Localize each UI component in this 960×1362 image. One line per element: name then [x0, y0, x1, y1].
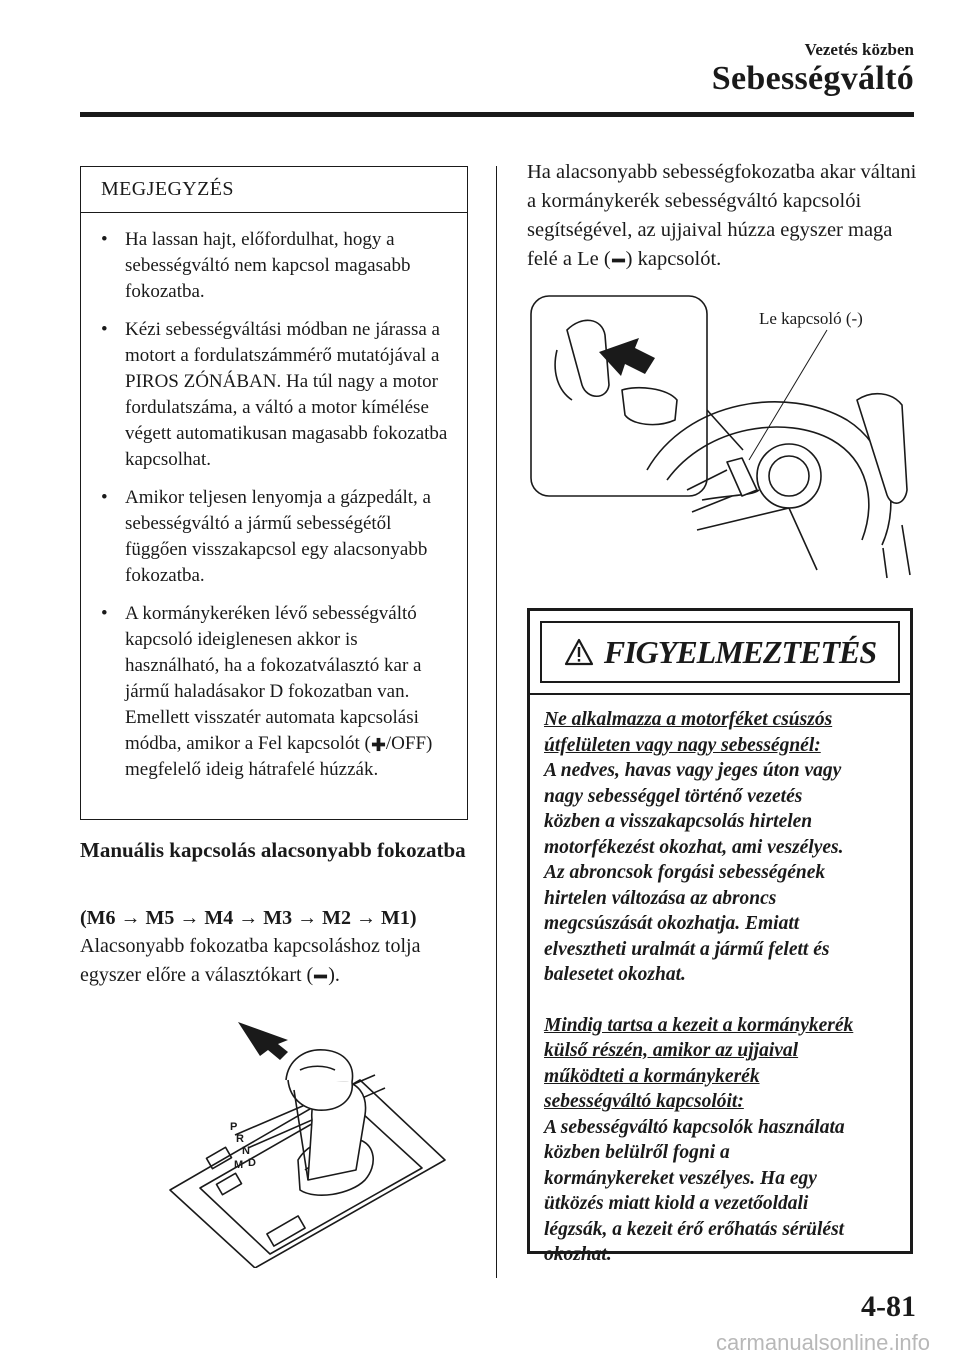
- warning-text-line: megcsúszását okozhatja. Emiatt: [544, 913, 800, 934]
- warning-triangle-icon: [564, 638, 594, 666]
- warning-text-line: közben belülről fogni a: [544, 1142, 730, 1163]
- gear-label: N: [242, 1145, 250, 1157]
- warning-heading-line: útfelületen vagy nagy sebességnél:: [544, 734, 821, 756]
- warning-text-line: ütközés miatt kiold a vezetőoldali: [544, 1193, 809, 1214]
- minus-icon: [611, 253, 626, 268]
- warning-text-line: elvesztheti uralmát a jármű felett és: [544, 938, 830, 960]
- warning-text-line: balesetet okozhat.: [544, 964, 686, 985]
- callout-label: Le kapcsoló (-): [759, 309, 863, 328]
- header-rule: [80, 112, 914, 117]
- note-box: [80, 166, 468, 820]
- warning-text-line: kormánykereket veszélyes. Ha egy: [544, 1167, 817, 1189]
- watermark-text: carmanualsonline.info: [715, 1330, 930, 1355]
- note-item-text: Amikor teljesen lenyomja a gázpedált, a sebességváltó a jármű sebességétől függően visszakapcsol egy alacsonyabb fokozatba.: [125, 487, 431, 586]
- note-item-text: Kézi sebességváltási módban ne járassa a motort a fordulatszámmérő mutatójával a PIROS ZÓNÁBAN. Ha túl nagy a motor fordulatszáma, a váltó a motor kímélése végett automatikusan magasabb fokozatba kapcsolhat.: [125, 319, 448, 470]
- warning-text-line: A nedves, havas vagy jeges úton vagy: [544, 760, 842, 781]
- minus-icon: [313, 969, 328, 984]
- steering-wheel-illustration: [527, 290, 917, 580]
- warning-heading-line: működteti a kormánykerék: [544, 1065, 760, 1087]
- warning-text-line: nagy sebességgel történő vezetés: [544, 785, 803, 807]
- warning-text-line: okozhat.: [544, 1244, 612, 1265]
- warning-box: [527, 608, 913, 1265]
- note-title: MEGJEGYZÉS: [81, 167, 467, 213]
- bullet-icon: •: [101, 487, 108, 508]
- gear-label: P: [230, 1121, 238, 1133]
- warning-body: [530, 695, 910, 1268]
- warning-heading-line: Mindig tartsa a kezeit a kormánykerék: [544, 1014, 854, 1036]
- warning-title: FIGYELMEZTETÉS: [603, 633, 877, 670]
- gear-label: R: [236, 1133, 244, 1145]
- intro-text-part: Ha alacsonyabb sebességfokozatba akar váltani a kormánykerék sebességváltó kapcsolói segítségével, az ujjaival húzza egyszer maga felé a Le (: [527, 161, 917, 270]
- body-text-part: Alacsonyabb fokozatba kapcsoláshoz tolja egyszer előre a választókart (: [80, 935, 421, 986]
- gear-label: D: [248, 1157, 256, 1169]
- note-item-text: [125, 603, 432, 780]
- body-text: [80, 932, 480, 990]
- warning-heading-line: sebességváltó kapcsolóit:: [544, 1091, 744, 1112]
- gear-shifter-illustration: [160, 1020, 450, 1268]
- plus-icon: [371, 737, 386, 752]
- note-item-text: Ha lassan hajt, előfordulhat, hogy a sebességváltó nem kapcsol magasabb fokozatba.: [125, 229, 411, 302]
- warning-heading-line: Ne alkalmazza a motorféket csúszós: [544, 709, 833, 730]
- warning-text-line: légzsák, a kezeit érő erőhatás sérülést: [544, 1218, 845, 1240]
- note-list: [81, 213, 467, 783]
- warning-heading-line: külső részén, amikor az ujjaival: [544, 1040, 799, 1061]
- page-number: 4-81: [861, 1290, 916, 1323]
- warning-text-line: hirtelen változása az abroncs: [544, 887, 777, 909]
- note-item: [101, 317, 453, 473]
- note-item: [101, 485, 453, 589]
- page-title: Sebességváltó: [711, 60, 914, 97]
- note-item: [101, 601, 453, 783]
- note-item: [101, 227, 453, 305]
- intro-text-part: ) kapcsolót.: [625, 248, 722, 270]
- subheading: Manuális kapcsolás alacsonyabb fokozatba: [80, 838, 466, 862]
- section-label: Vezetés közben: [804, 40, 914, 59]
- warning-text-line: közben a visszakapcsolás hirtelen: [544, 811, 813, 832]
- bullet-icon: •: [101, 229, 108, 250]
- warning-text-line: A sebességváltó kapcsolók használata: [544, 1116, 845, 1138]
- gear-label: M: [234, 1159, 244, 1171]
- gear-sequence: (M6 → M5 → M4 → M3 → M2 → M1): [80, 907, 417, 929]
- warning-text-line: Az abroncsok forgási sebességének: [544, 862, 826, 883]
- intro-text: [527, 158, 917, 274]
- note-item-text-part: A kormánykeréken lévő sebességváltó kapcsoló ideiglenesen akkor is használható, ha a fokozatválasztó kar a jármű haladásakor D fokozatban van. Emellett visszatér automata kapcsolási módba, amikor a Fel kapcsolót (: [125, 603, 422, 754]
- warning-header: [540, 621, 900, 683]
- bullet-icon: •: [101, 603, 108, 624]
- warning-text-line: motorfékezést okozhat, ami veszélyes.: [544, 836, 844, 858]
- column-divider: [496, 166, 497, 1278]
- warning-spacer: [544, 988, 896, 1013]
- note-item-text-part: /OFF) megfelelő ideig hátrafelé húzzák.: [125, 733, 433, 780]
- body-text-part: ).: [328, 964, 340, 986]
- bullet-icon: •: [101, 319, 108, 340]
